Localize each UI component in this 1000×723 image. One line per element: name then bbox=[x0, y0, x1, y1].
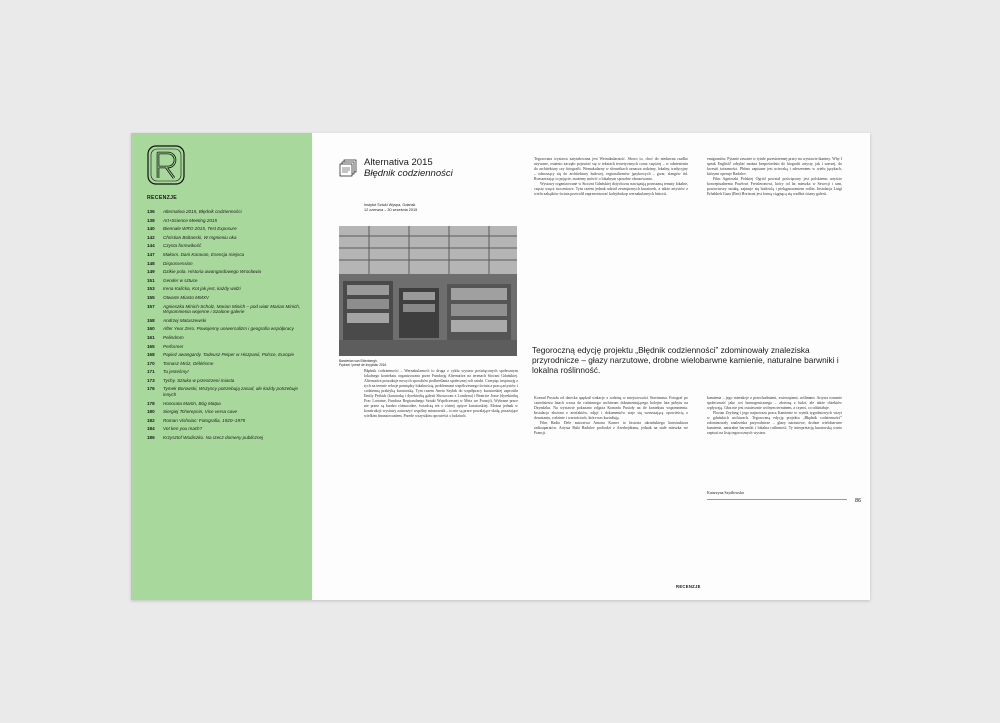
author-name: Katarzyna Szydłowska bbox=[707, 490, 744, 495]
toc-page-number: 151 bbox=[147, 277, 155, 283]
toc-page-number: 176 bbox=[147, 386, 155, 392]
toc-page-number: 178 bbox=[147, 400, 155, 406]
toc-item bbox=[147, 261, 304, 267]
toc-item bbox=[147, 278, 304, 284]
toc-page-number: 180 bbox=[147, 409, 155, 415]
toc-entry-title: Biennale WRO 2015, Test Exposure bbox=[163, 226, 237, 232]
article-subtitle: Błędnik codzienności bbox=[364, 168, 453, 179]
toc-page-number: 149 bbox=[147, 269, 155, 275]
column-b bbox=[534, 157, 688, 197]
exhibition-photo bbox=[339, 226, 517, 356]
toc-list bbox=[147, 209, 304, 441]
r-logo-icon bbox=[147, 145, 185, 185]
toc-page-number: 165 bbox=[147, 343, 155, 349]
caption-line-1: Banderian van Eldenbergh, bbox=[339, 359, 378, 363]
section-footer: RECENZJE bbox=[676, 584, 701, 589]
meta-dates: 12 czerwca – 30 września 2015 bbox=[364, 208, 418, 212]
toc-page-number: 168 bbox=[147, 352, 155, 358]
toc-page-number: 171 bbox=[147, 369, 155, 375]
column-a bbox=[364, 369, 518, 419]
toc-page-number: 153 bbox=[147, 286, 155, 292]
toc-page-number: 158 bbox=[147, 317, 155, 323]
body-paragraph: Film Agnieszki Polskiej Ogród powstał poświęcony jest polskiemu artyście konceptualnemu Pawłowi Freisleronowi, który od lat mieszka w Szwecji i tam, porzuciwszy sztukę, zajmuje się hodowlą i pielęgnowaniem roślin. Instalacja Luigi Erhabkeh Gaza (Ben) Horizont jest formą ciągnącą się wzdłuż ściany galerii. bbox=[707, 177, 842, 196]
body-paragraph: Konrad Pustoła od dziecka spędzał wakacje z rodziną w miejscowości Stavinnasa. Fotograf po czterdziestu latach wraca do rodzinnego archiwum dokumentującego kolejne lata pobytu na Dzyndzku. Na wystawie pokazano zdjęcia Konrada Pustoły na tle kontekstu wspomnienia. Instalacja złożona z artefaktów, zdjęć i dokumentów staje się wzruszającą opowieścią o dorastaniu, rodzinie i wartościach, które nas kształtują. bbox=[534, 396, 688, 420]
stacked-pages-icon bbox=[339, 159, 357, 177]
column-b-lower bbox=[534, 396, 688, 436]
article-title: Alternativa 2015 bbox=[364, 157, 433, 168]
body-paragraph: emigrantów. Pytanie zawarte w tytule przestrzennej pracy na wystawie tkaniny: Why I speak English? odsyłać można bezpośrednio do biografii artysty, jak i szerzej, do kwestii tożsamości. Płótno zapisane jest ucieczką i zderzeniem w wielu językach, którymi operuje Badalov. bbox=[707, 157, 842, 176]
toc-item bbox=[147, 209, 304, 215]
toc-item bbox=[147, 369, 304, 375]
toc-item bbox=[147, 352, 304, 358]
toc-entry-title: Irena Kalicka, Kot jak jest, każdy widzi bbox=[163, 286, 241, 292]
meta-venue: Instytut Sztuki Wyspa, Gdańsk bbox=[364, 203, 416, 207]
toc-entry-title: Performer bbox=[163, 343, 184, 349]
toc-entry-title: Tomasz Mróz, Délétisme bbox=[163, 360, 214, 366]
toc-item bbox=[147, 218, 304, 224]
toc-item bbox=[147, 344, 304, 350]
column-c bbox=[707, 157, 842, 197]
article-meta bbox=[364, 203, 417, 213]
toc-item bbox=[147, 226, 304, 232]
magazine-spread bbox=[131, 133, 870, 600]
toc-item bbox=[147, 335, 304, 341]
toc-page-number: 160 bbox=[147, 326, 155, 332]
body-paragraph: Florian Zeyfang i jego najnowsza praca Kamienie to wynik tygodniowych wizyt w gdańskich archiwach. Tegoroczną edycję projektu „Błędnik codzienności” zdominowały znaleziska przyrodnicze – głazy narzutowe, drobne wielobarwne kamienie, naturalne barwniki i lokalna roślinność. Ty interpretację kuratorską warto zapisać na listę tegorocznych wystaw. bbox=[707, 411, 842, 435]
toc-page-number: 136 bbox=[147, 209, 155, 214]
toc-page-number: 157 bbox=[147, 303, 155, 309]
toc-entry-title: Alternativa 2015, Błędnik codzienności bbox=[163, 209, 242, 214]
toc-entry-title: Art+Science Meeting 2015 bbox=[163, 217, 218, 223]
toc-page-number: 138 bbox=[147, 217, 155, 223]
page-number: 86 bbox=[855, 498, 862, 504]
toc-item bbox=[147, 252, 304, 258]
body-paragraph: kamienia – jego interakcje z przechodniami, zwierzętami, roślinami. Artysta rozumie społeczność jako coś homogenicznego – złożoną z ludzi, ale także obiektów wpływają. Głaz nie jest ostatecznie wolnym terminem, a czymś, co oddziałuje. bbox=[707, 396, 842, 410]
toc-item bbox=[147, 286, 304, 292]
toc-page-number: 186 bbox=[147, 435, 155, 441]
toc-entry-title: Andrzej Matuszewski bbox=[163, 317, 207, 323]
toc-page-number: 148 bbox=[147, 260, 155, 266]
toc-item bbox=[147, 243, 304, 249]
toc-item bbox=[147, 435, 304, 441]
toc-entry-title: Dzikie pola. Historia awangardowego Wrocławia bbox=[163, 269, 262, 275]
toc-panel bbox=[131, 133, 312, 600]
toc-page-number: 142 bbox=[147, 234, 155, 240]
toc-entry-title: Czysta formwikość bbox=[163, 243, 202, 249]
toc-page-number: 140 bbox=[147, 226, 155, 232]
body-paragraph: Wystawy organizowane w Stoczni Gdańskiej dotychczas nawiązują poruszaną tematy lokalne, często wręcz stoczniowe. Tym razem jednak udział zewnętrznych kuratorek, a także artystów z wielu zakątków świata pozwolił zaprezentować kalejdoskop wernakularnych historii. bbox=[534, 182, 688, 196]
toc-item bbox=[147, 401, 304, 407]
toc-entry-title: Gender w sztuce bbox=[163, 277, 198, 283]
toc-heading: RECENZJE bbox=[147, 195, 178, 201]
toc-entry-title: After Year Zero. Powojenny uniwersalizm i geografia współpracy bbox=[163, 326, 294, 332]
toc-entry-title: Tychy. Sztuka w przestrzeni miasta bbox=[163, 377, 235, 383]
toc-entry-title: Tymek Borowski, Wszyscy potrzebują zasad, ale każdy potrzebuje innych bbox=[163, 386, 298, 398]
toc-entry-title: Makom. Dani Karavan, Esencja miejsca bbox=[163, 251, 245, 257]
body-paragraph: Błędnik codzienności – Wernakularność to druga z cyklu wystaw poświęconych społecznym lokalnego kontekstu organizowana przez Fundację Alternativa na terenach Stoczni Gdańskiej. Alternativa poszukuje nowych sposobów podkreślania społecznej roli sztuki. Czerpiąc inspirację z tych na terenie relacje pomiędzy lokalnością, problemami współczesnego świata a pracą artystów i codzienną praktyką kuratorską. Tym razem Aneta Szyłak do współpracy kuratorskiej zaprosiła Emily Pethick (kuratorkę i dyrektorkę galerii Showroom z Londynu) i Beatrice Josse (dyrektorkę Frac Lorraine, Fundusz Regionalnego Sztuki Współczesnej w Metz we Francji). Wybrane prace nie przez są bardzo różnorodne, świadczą też o różnej optyce kuratorskiej. Można jednak w konstrukcji wystawy zauważyć wspólny mianownik – to nie są prace powalające skalą, porażające wielkim finansowaniem. Przede wszystkim opowieści o ludziach. bbox=[364, 369, 518, 418]
toc-entry-title: Vot ken you mach? bbox=[163, 426, 203, 432]
toc-entry-title: Christian Boltanski, W mgnieniu oka bbox=[163, 234, 237, 240]
toc-item bbox=[147, 318, 304, 324]
toc-entry-title: Roman Vishniac: Fotografia, 1920–1975 bbox=[163, 417, 246, 423]
photo-caption bbox=[339, 359, 489, 367]
toc-item bbox=[147, 386, 304, 397]
toc-item bbox=[147, 361, 304, 367]
toc-page-number: 147 bbox=[147, 251, 155, 257]
column-c-lower bbox=[707, 396, 842, 436]
toc-item bbox=[147, 304, 304, 315]
toc-page-number: 144 bbox=[147, 243, 155, 249]
toc-item bbox=[147, 409, 304, 415]
toc-entry-title: Papież awangardy. Tadeusz Peiper w Hiszpanii, Polsce, Europie bbox=[163, 352, 294, 358]
toc-page-number: 182 bbox=[147, 417, 155, 423]
toc-entry-title: Pelindrom bbox=[163, 334, 184, 340]
toc-item bbox=[147, 326, 304, 332]
pull-quote: Tegoroczną edycję projektu „Błędnik codzienności” zdominowały znaleziska przyrodnicze – głazy narzutowe, drobne wielobarwne kamienie, naturalne barwniki i lokalna roślinność. bbox=[532, 345, 839, 375]
toc-entry-title: Agnieszka Minich-Scholz, Marian Minich – pod wiatr Marian Minich, Wspomnienia wojenne i Szalone galerie bbox=[163, 303, 301, 315]
toc-entry-title: Tu jesteśmy! bbox=[163, 369, 189, 375]
toc-item bbox=[147, 426, 304, 432]
body-paragraph: Tegoroczna wystawa zatytułowana jest Wernakularność. Słowo to, choć do niedawna rzadko używane, ostatnio zaczęło pojawiać się w tekstach teoretycznych coraz częściej – w odniesieniu do architektury czy fotografii. Wernakularny w słownikach oznacza rodzimy, lokalny, tradycyjny – odnoszący się do architektury ludowej, regionalizmów językowych – gwar, slangów itd. Rozszerzając to pojęcie, możemy mówić o lokalnym sposobie obrazowania. bbox=[534, 157, 688, 181]
toc-page-number: 173 bbox=[147, 377, 155, 383]
toc-page-number: 155 bbox=[147, 294, 155, 300]
toc-entry-title: Krzysztof Wodiczko. Na rzecz domeny publicznej bbox=[163, 435, 264, 441]
author-rule bbox=[707, 499, 847, 500]
toc-item bbox=[147, 378, 304, 384]
article-page bbox=[312, 133, 870, 600]
toc-page-number: 161 bbox=[147, 334, 155, 340]
toc-item bbox=[147, 235, 304, 241]
toc-item bbox=[147, 269, 304, 275]
toc-item bbox=[147, 418, 304, 424]
toc-entry-title: Otwarte Miasto MMXV bbox=[163, 294, 209, 300]
caption-line-2: Pędrzei i presé de Inrypisku 2016 bbox=[339, 363, 387, 367]
toc-entry-title: Siergiej Tcherepnin, Vice versa cave bbox=[163, 409, 238, 415]
toc-entry-title: Dispossession bbox=[163, 260, 193, 266]
toc-entry-title: Honorata Martin, Bóg Matpa bbox=[163, 400, 221, 406]
toc-item bbox=[147, 295, 304, 301]
toc-page-number: 184 bbox=[147, 426, 155, 432]
toc-page-number: 170 bbox=[147, 360, 155, 366]
body-paragraph: Film Radio Dele autorstwa Antona Karner to historia ukraińskiego konstruktora radioaparatów. Artysta Babi Badalov pochodzi z Azerbejdżanu, jednak na stałe mieszka we Francji. bbox=[534, 421, 688, 435]
